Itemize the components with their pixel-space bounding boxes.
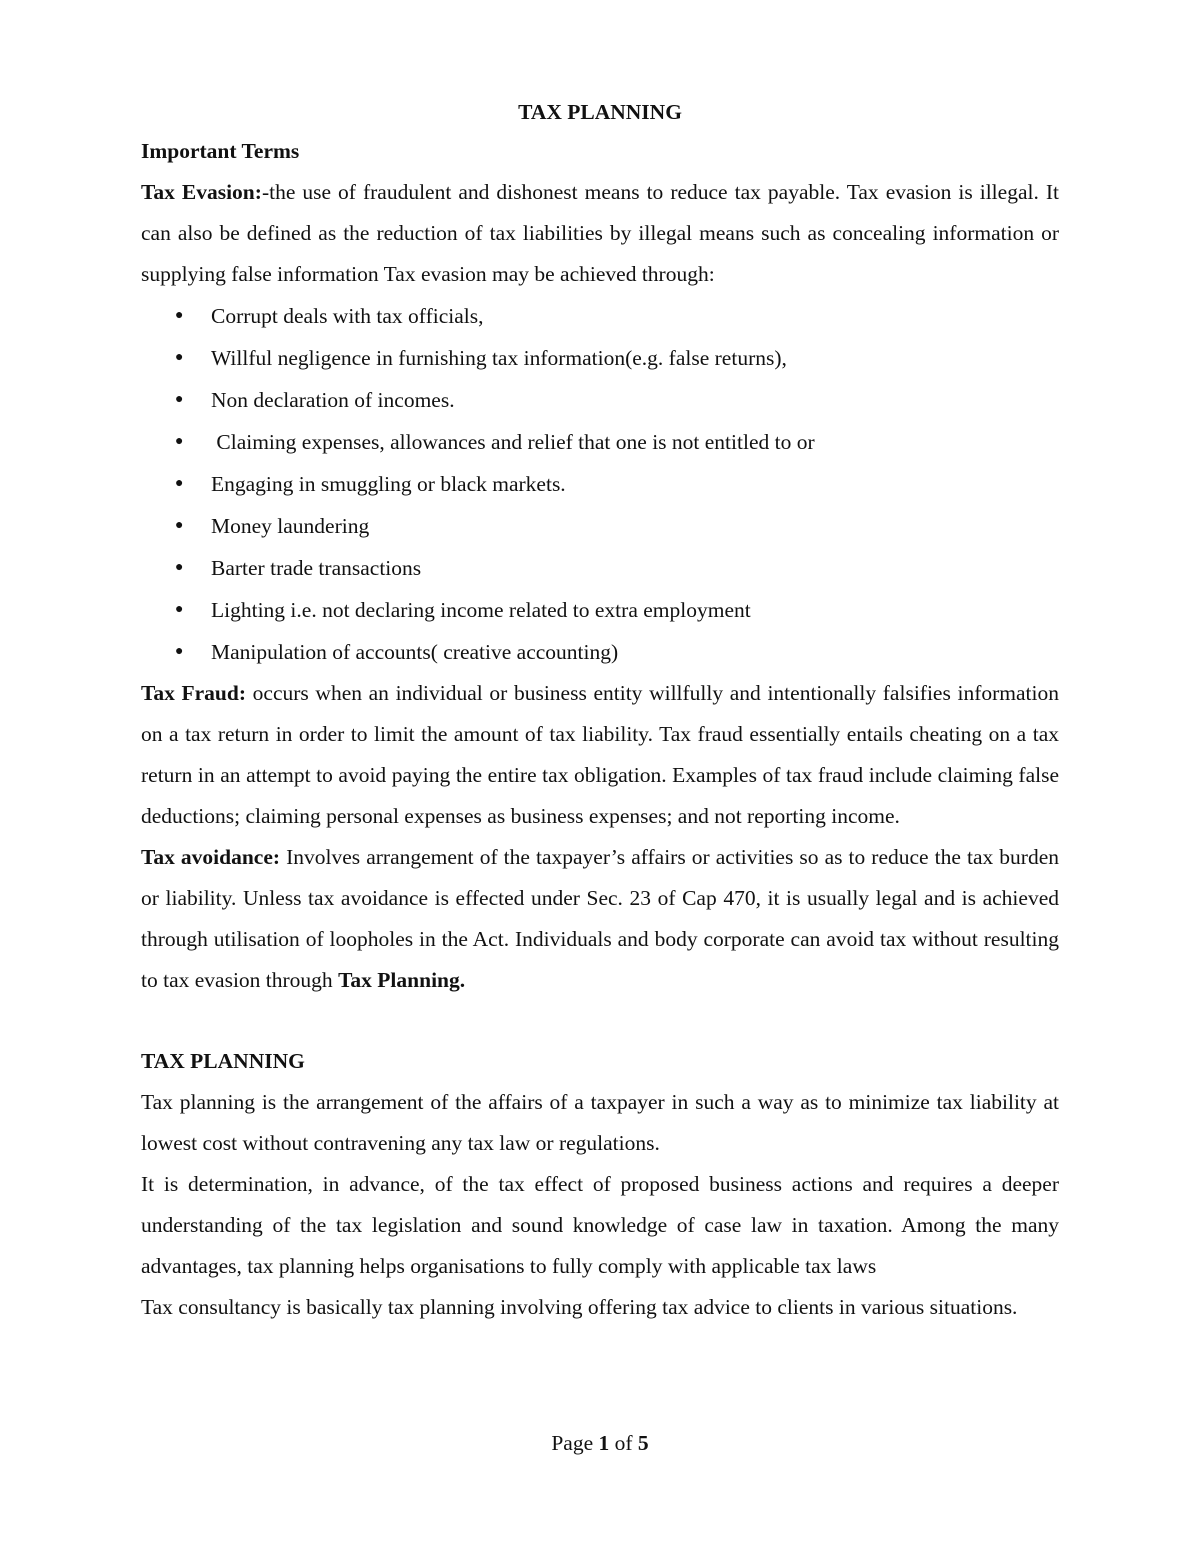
- list-item: ● Non declaration of incomes.: [141, 379, 1059, 421]
- section-spacer: [141, 1001, 1059, 1041]
- tax-evasion-term: Tax Evasion:: [141, 180, 262, 204]
- tax-avoidance-paragraph: [141, 837, 1059, 1001]
- tax-planning-heading: TAX PLANNING: [141, 1049, 305, 1073]
- page-footer: [0, 1428, 1200, 1458]
- tax-avoidance-term: Tax avoidance:: [141, 845, 281, 869]
- list-item: ● Engaging in smuggling or black markets.: [141, 463, 1059, 505]
- tax-evasion-definition: -the use of fraudulent and dishonest means to reduce tax payable. Tax evasion is illegal. It can also be defined as the reduction of tax liabilities by illegal means such as concealing information or supplying false information Tax evasion may be achieved through:: [141, 180, 1059, 286]
- tax-planning-paragraph-definition: Tax planning is the arrangement of the affairs of a taxpayer in such a way as to minimize tax liability at lowest cost without contravening any tax law or regulations.: [141, 1090, 1059, 1155]
- page-of-label: of: [609, 1431, 638, 1455]
- page-content: [141, 94, 1059, 1328]
- page-label: Page: [551, 1431, 599, 1455]
- list-item: ● Lighting i.e. not declaring income related to extra employment: [141, 589, 1059, 631]
- list-item: ● Manipulation of accounts( creative accounting): [141, 631, 1059, 673]
- tax-planning-emphasis: Tax Planning.: [338, 968, 466, 992]
- list-item: ● Corrupt deals with tax officials,: [141, 295, 1059, 337]
- page-number: 1: [598, 1431, 610, 1455]
- section-heading-important-terms: Important Terms: [141, 139, 300, 163]
- tax-evasion-methods-list: [141, 295, 1059, 673]
- list-item: ● Barter trade transactions: [141, 547, 1059, 589]
- list-item: ● Claiming expenses, allowances and relief that one is not entitled to or: [141, 421, 1059, 463]
- page-total: 5: [637, 1431, 649, 1455]
- tax-fraud-paragraph: [141, 673, 1059, 837]
- tax-planning-paragraph-consultancy: Tax consultancy is basically tax planning involving offering tax advice to clients in various situations.: [141, 1295, 1018, 1319]
- document-title: TAX PLANNING: [518, 100, 682, 124]
- tax-planning-paragraph-determination: It is determination, in advance, of the tax effect of proposed business actions and requires a deeper understanding of the tax legislation and sound knowledge of case law in taxation. Among the many advantages, tax planning helps organisations to fully comply with applicable tax laws: [141, 1172, 1059, 1278]
- tax-fraud-term: Tax Fraud:: [141, 681, 247, 705]
- tax-fraud-definition: occurs when an individual or business entity willfully and intentionally falsifies information on a tax return in order to limit the amount of tax liability. Tax fraud essentially entails cheating on a tax return in an attempt to avoid paying the entire tax obligation. Examples of tax fraud include claiming false deductions; claiming personal expenses as business expenses; and not reporting income.: [141, 681, 1059, 828]
- list-item: ● Willful negligence in furnishing tax information(e.g. false returns),: [141, 337, 1059, 379]
- list-item: ● Money laundering: [141, 505, 1059, 547]
- tax-evasion-paragraph: [141, 172, 1059, 295]
- tax-avoidance-definition: Involves arrangement of the taxpayer’s affairs or activities so as to reduce the tax burden or liability. Unless tax avoidance is effected under Sec. 23 of Cap 470, it is usually legal and is achieved through utilisation of loopholes in the Act. Individuals and body corporate can avoid tax without resulting to tax evasion through: [141, 845, 1059, 992]
